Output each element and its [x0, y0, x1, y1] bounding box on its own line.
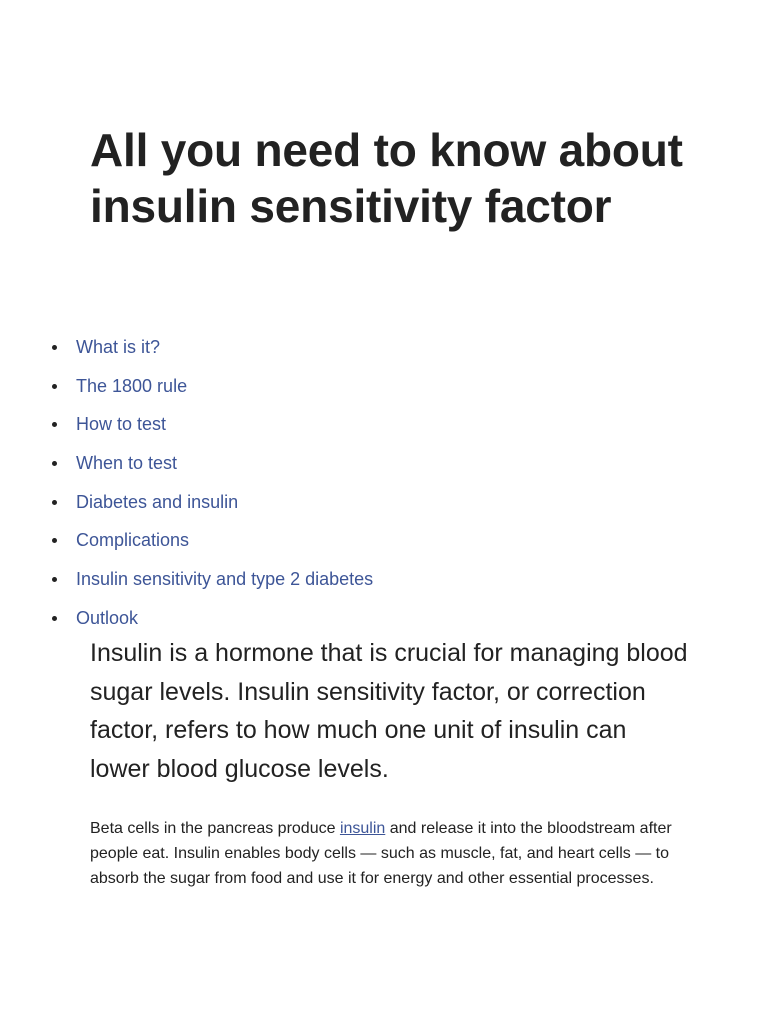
toc-item-diabetes-and-insulin	[0, 483, 768, 522]
toc-link-outlook[interactable]: Outlook	[76, 607, 139, 628]
bullet-icon	[52, 538, 57, 543]
bullet-icon	[52, 577, 57, 582]
toc-item-outlook	[0, 599, 768, 638]
toc-item-when-to-test	[0, 444, 768, 483]
table-of-contents	[0, 328, 768, 638]
bullet-icon	[52, 616, 57, 621]
bullet-icon	[52, 500, 57, 505]
toc-link-what-is-it[interactable]: What is it?	[76, 337, 161, 357]
toc-link-type-2-diabetes[interactable]: Insulin sensitivity and type 2 diabetes	[76, 569, 374, 590]
body-paragraph	[90, 816, 680, 891]
toc-link-how-to-test[interactable]: How to test	[76, 414, 167, 435]
toc-link-complications[interactable]: Complications	[76, 530, 190, 551]
toc-link-1800-rule[interactable]: The 1800 rule	[76, 375, 188, 396]
intro-paragraph: Insulin is a hormone that is crucial for managing blood sugar levels. Insulin sensitivity factor, or correction factor, refers to how much one unit of insulin can lower blood glucose levels.	[90, 639, 688, 783]
toc-item-1800-rule	[0, 367, 768, 406]
toc-item-type-2-diabetes	[0, 560, 768, 599]
body-text-after: and release it into the bloodstream after people eat. Insulin enables body cells — such as muscle, fat, and heart cells — to absorb the sugar from food and use it for energy and other essential processes.	[90, 820, 672, 887]
body-text-before: Beta cells in the pancreas produce	[90, 820, 340, 837]
bullet-icon	[52, 461, 57, 466]
toc-item-complications	[0, 521, 768, 560]
bullet-icon	[52, 345, 57, 350]
toc-item-how-to-test	[0, 405, 768, 444]
toc-link-diabetes-and-insulin[interactable]: Diabetes and insulin	[76, 491, 239, 512]
toc-item-what-is-it	[0, 328, 768, 367]
bullet-icon	[52, 384, 57, 389]
bullet-icon	[52, 422, 57, 427]
toc-link-when-to-test[interactable]: When to test	[76, 453, 178, 474]
page-title: All you need to know about insulin sensitivity factor	[90, 124, 683, 232]
insulin-link[interactable]: insulin	[339, 820, 386, 837]
